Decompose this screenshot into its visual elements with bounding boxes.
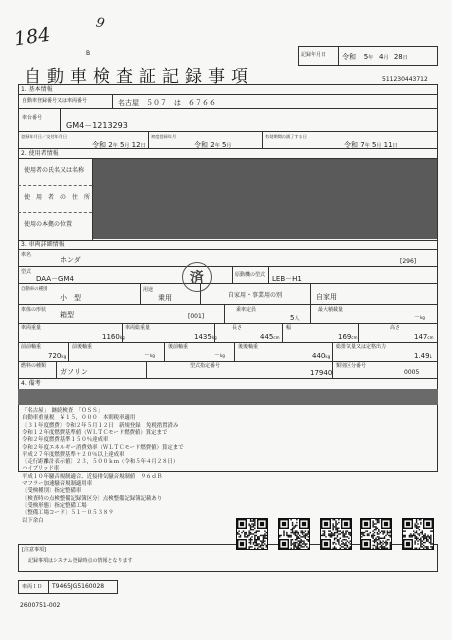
form-code: 2600751-002 (20, 602, 61, 609)
qr-code-4 (360, 518, 392, 550)
handwritten-number: 184 (12, 23, 52, 51)
width-value: 169cm (338, 333, 358, 341)
gvw-label: 車両総重量 (125, 325, 151, 331)
vehicle-id-value: T9465JG5160028 (52, 583, 105, 590)
reg-value: 名古屋 ５０７ は ６７６６ (118, 99, 216, 107)
expiry-label: 有効期間の満了する日 (265, 134, 307, 139)
kind-label: 自動車の種別 (21, 287, 48, 292)
body-label: 車体の形状 (21, 307, 47, 313)
inspection-stamp: 済 (181, 261, 214, 294)
rf-axle-label: 後前軸重 (168, 344, 189, 350)
notes-text: 記録事項はシステム登録時点の情報となります (28, 558, 133, 564)
max-load-label: 最大積載量 (318, 307, 344, 313)
remark-line: ハイブリッド車 (22, 466, 60, 473)
section-vehicle-title: 3. 車両詳細情報 (21, 241, 65, 248)
remark-line: 「名古屋」 継続検査 「ＯＳＳ」 (22, 408, 103, 414)
purpose-value: 自家用 (316, 293, 337, 301)
rr-axle-value: 440kg (312, 352, 331, 360)
ff-axle-value: 720kg (48, 352, 67, 360)
kind-value: 小 型 (60, 294, 81, 302)
first-reg-short-label: 初度登録年月 (151, 134, 177, 139)
height-label: 高さ (390, 325, 401, 331)
weight-label: 車両重量 (21, 325, 42, 331)
class-no-value: 0005 (404, 369, 420, 376)
remark-line: 平成２７年度燃費基準＋２０％以上達成車 (22, 451, 125, 458)
serial-number: 511230443712 (382, 76, 428, 83)
class-no-label: 類別区分番号 (336, 363, 367, 369)
first-reg-label: 登録年月日／交付年月日 (21, 134, 68, 139)
engine-value: LEB－H1 (272, 275, 302, 283)
gvw-value: 1435kg (194, 333, 217, 341)
length-value: 445cm (260, 333, 280, 341)
section-basic-title: 1. 基本情報 (21, 86, 53, 93)
capacity-label: 乗車定員 (236, 307, 257, 313)
fuel-value: ガソリン (60, 368, 88, 376)
doc-code: B (86, 50, 91, 57)
remark-line: 以下余白 (22, 517, 44, 524)
user-name-label: 使用者の氏名又は名称 (24, 167, 85, 174)
remark-line: 自動車重量税 ￥１５，０００ 本則税率適用 (22, 415, 136, 422)
qr-code-1 (236, 518, 268, 550)
qr-code-3 (320, 518, 352, 550)
remark-line: 令和２年度燃費基準１５０％達成車 (22, 437, 109, 444)
qr-code-5 (402, 518, 434, 550)
expiry-date: 令和 7年 5月 11日 (344, 141, 398, 149)
remark-line: 令和１２年度燃費基準値（ＷＬＴＣモード燃費値）算定まで (22, 429, 168, 436)
vehicle-id-label: 車両ＩＤ (22, 584, 43, 590)
first-reg-short: 令和 2年 5月 (194, 141, 232, 149)
model-value: DAA－GM4 (36, 275, 74, 283)
handwritten-mark: 9 (94, 15, 106, 32)
remark-line: マフラー加速騒音規制適用車 (22, 481, 93, 487)
use-label: 用途 (143, 287, 154, 293)
weight-value: 1160kg (102, 333, 125, 341)
rr-axle-label: 後後軸重 (238, 344, 259, 350)
first-reg-date: 令和 2年 5月 12日 (92, 141, 146, 149)
fuel-label: 燃料の種類 (21, 363, 47, 369)
remark-line: 〔３１年度燃費〕令和２年５月１２日 新規登録 免税措置済み (22, 422, 179, 429)
rf-axle-value: －kg (214, 352, 225, 359)
displacement-label: 総排気量又は定格出力 (336, 344, 387, 350)
section-remarks-title: 4. 備考 (21, 380, 41, 387)
remark-line: 〔受検形態〕指定整備工場 (22, 502, 87, 509)
length-label: 長さ (232, 325, 243, 331)
base-location-label: 使用の本拠の位置 (24, 221, 73, 228)
type-no-value: 17940 (310, 369, 333, 377)
type-no-label: 型式指定番号 (190, 363, 221, 369)
qr-code-2 (278, 518, 310, 550)
remark-line: 平成１０年騒音規制適合、近接排気騒音規制値 ９６ｄＢ (22, 473, 163, 480)
width-label: 幅 (286, 325, 292, 331)
make-label: 車名 (21, 252, 32, 258)
body-code: [001] (188, 313, 205, 320)
use-value: 乗用 (158, 294, 172, 302)
fr-axle-value: －kg (144, 352, 155, 359)
page-title: 自動車検査証記録事項 (24, 67, 254, 87)
purpose-label: 自家用・事業用の別 (228, 292, 283, 299)
capacity-value: 5人 (290, 314, 300, 322)
remark-line: 〔整備工場コード〕５１－０５３８９ (22, 510, 114, 517)
model-label: 型式 (21, 269, 32, 275)
remark-line: 〔検査時の点検整備記録簿区分〕点検整備記録簿記載あり (22, 495, 163, 502)
user-address-label: 使 用 者 の 住 所 (24, 194, 91, 201)
fr-axle-label: 前後軸重 (72, 344, 93, 350)
section-user-title: 2. 使用者情報 (21, 150, 59, 157)
make-code: [296] (400, 258, 417, 265)
ff-axle-label: 前前軸重 (21, 344, 42, 350)
max-load-value: －kg (414, 314, 425, 321)
displacement-value: 1.49L (414, 352, 432, 360)
remark-line: 〔受検種別〕指定整備車 (22, 488, 82, 495)
redacted-user-info (93, 159, 437, 239)
chassis-label: 車台番号 (22, 115, 43, 121)
body-value: 箱型 (60, 311, 74, 319)
remark-line: 令和２年度エネルギー消費効率（ＷＬＴＣモード燃費値）算定まで (22, 444, 184, 451)
make-value: ホンダ (60, 256, 81, 264)
record-date-label: 記録年月日 (301, 52, 327, 58)
record-date: 令和 5年 4月 28日 (342, 53, 408, 61)
height-value: 147cm (414, 333, 434, 341)
reg-label: 自動車登録番号又は車両番号 (22, 98, 88, 104)
engine-label: 原動機の型式 (235, 272, 266, 278)
redacted-remarks (18, 389, 438, 405)
chassis-value: GM4－1213293 (66, 121, 128, 130)
notes-title: [注意事項] (22, 547, 46, 553)
remark-line: 〔走行距離計表示値〕２３，５００ｋｍ（令和５年４月２８日） (22, 459, 179, 466)
